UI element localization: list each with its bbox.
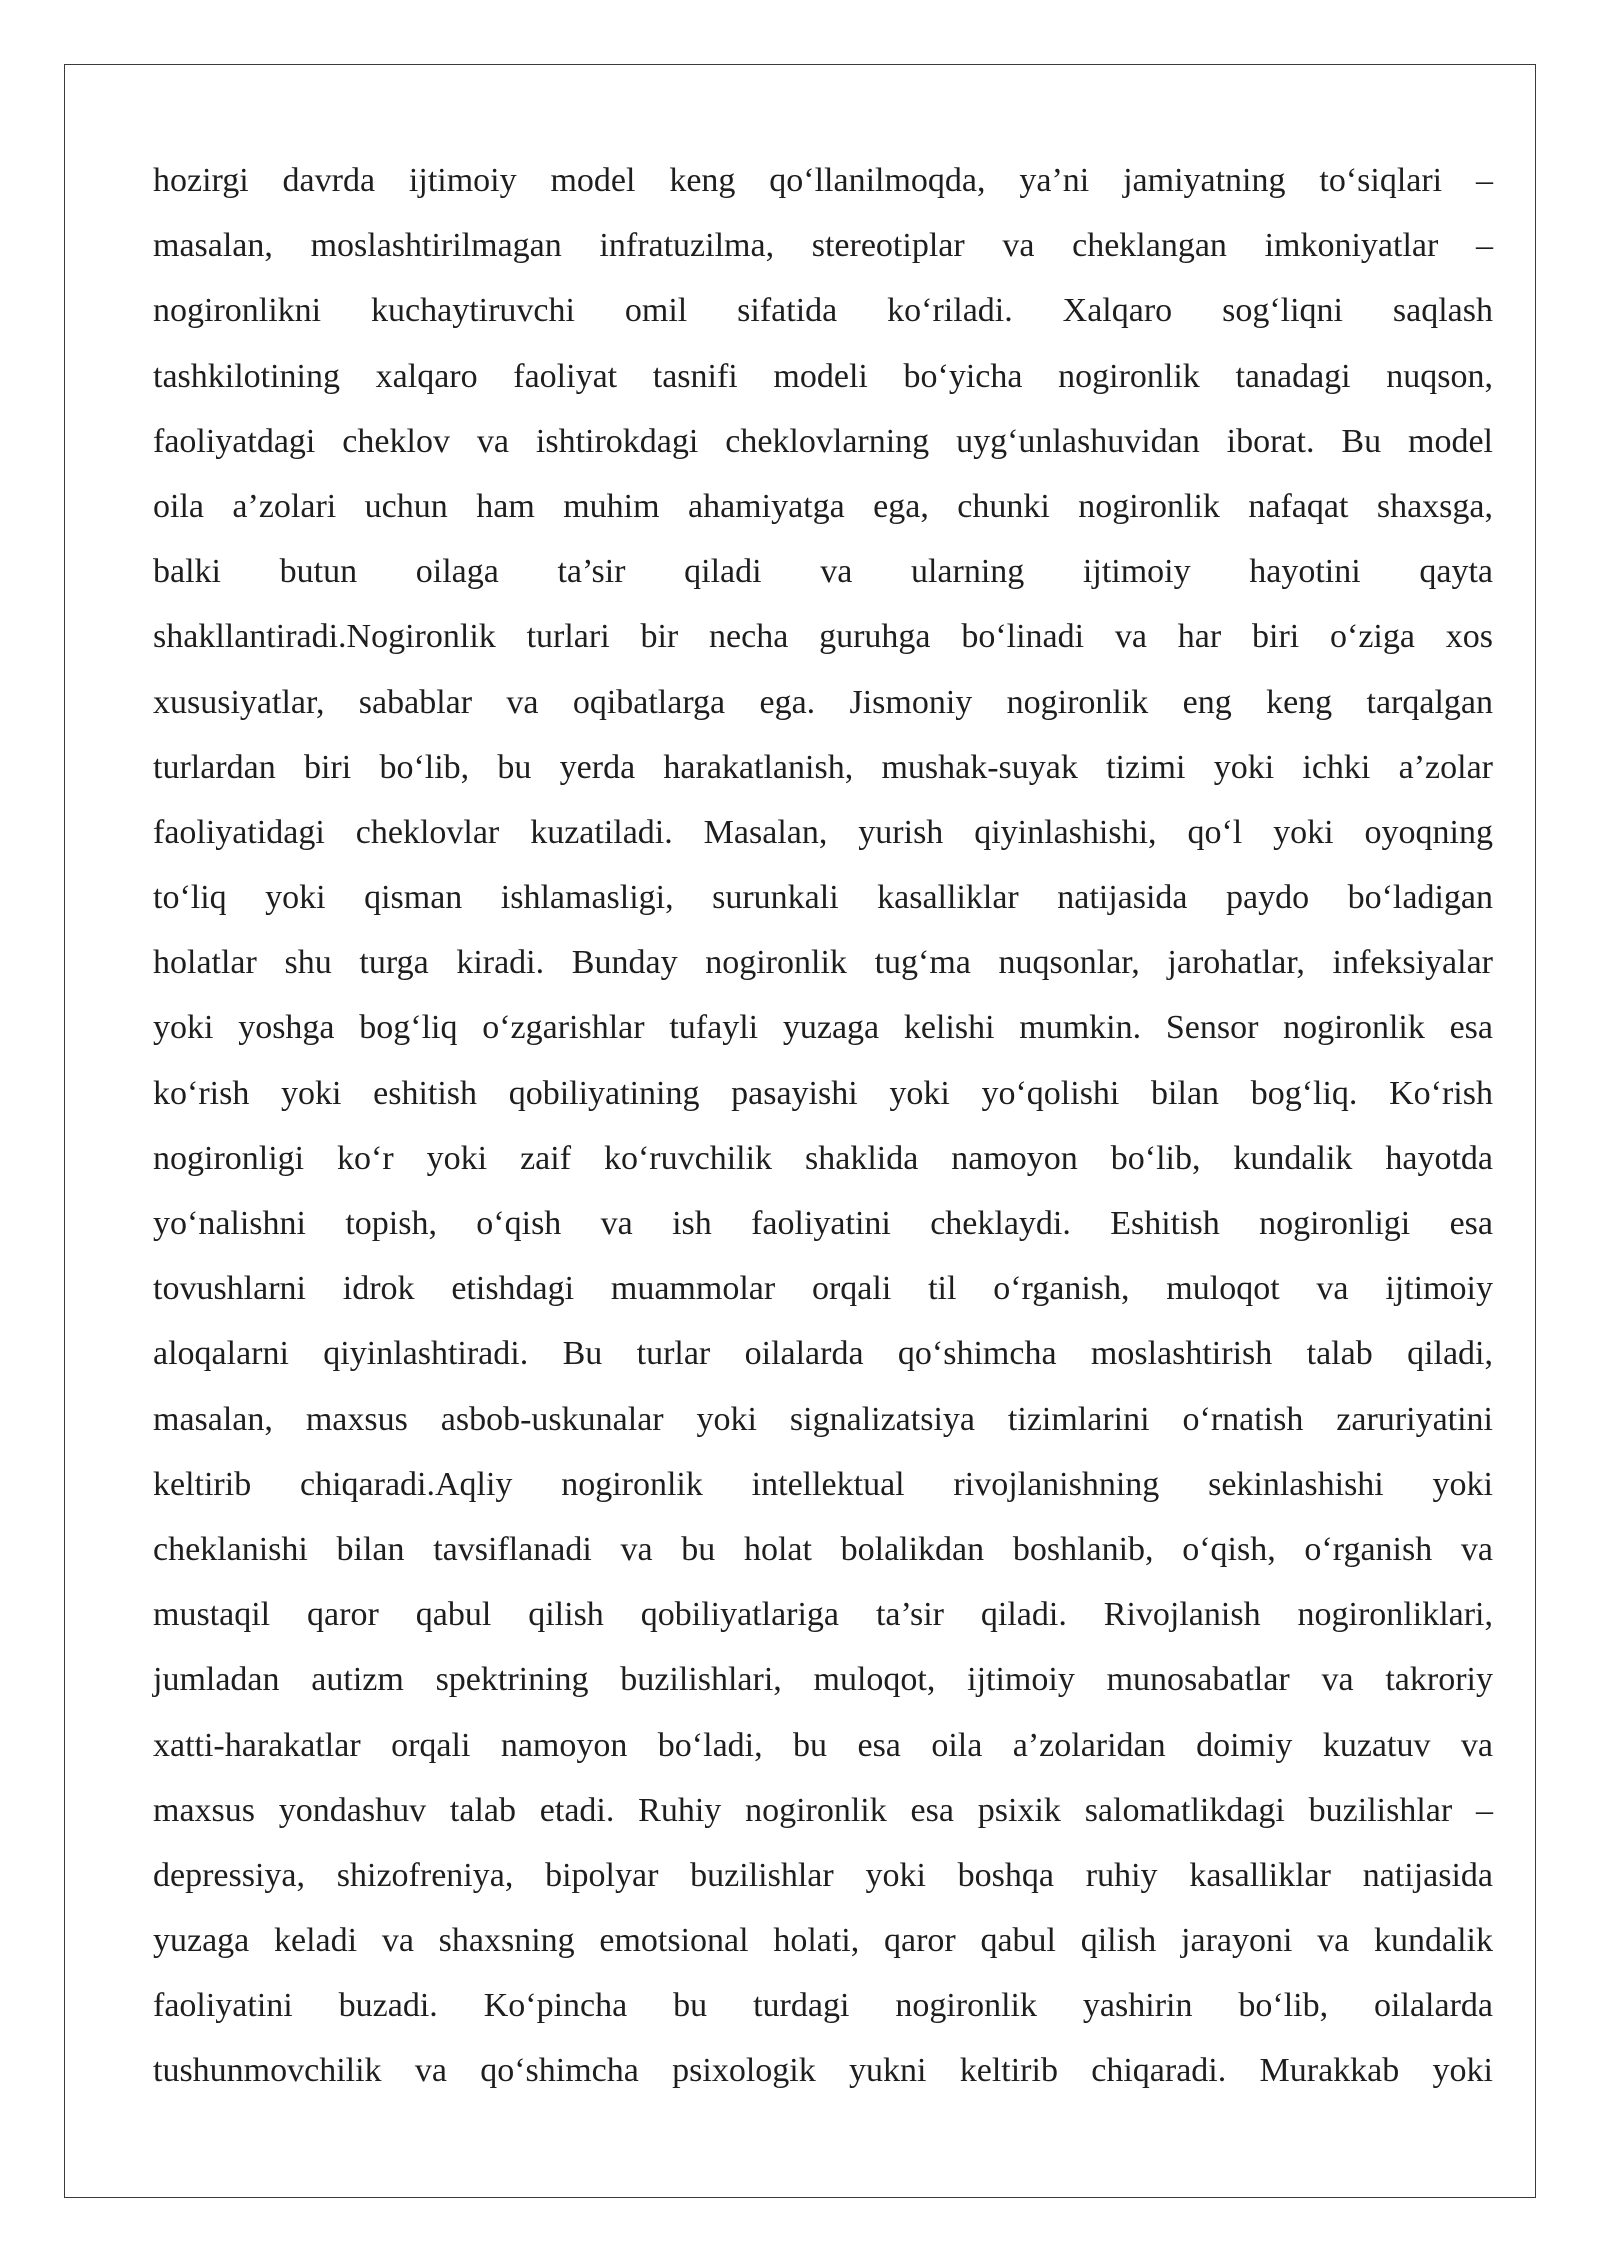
text-line: holatlar shu turga kiradi. Bunday nogironlik tug‘ma nuqsonlar, jarohatlar, infeksiyalar	[153, 944, 1493, 982]
text-line: jumladan autizm spektrining buzilishlari, muloqot, ijtimoiy munosabatlar va takroriy	[153, 1661, 1493, 1699]
text-line: masalan, maxsus asbob-uskunalar yoki signalizatsiya tizimlarini o‘rnatish zaruriyatini	[153, 1400, 1493, 1438]
body-text	[153, 148, 1493, 2104]
text-line: yoki yoshga bog‘liq o‘zgarishlar tufayli yuzaga kelishi mumkin. Sensor nogironlik esa	[153, 1009, 1493, 1047]
text-line: faoliyatdagi cheklov va ishtirokdagi cheklovlarning uyg‘unlashuvidan iborat. Bu model	[153, 422, 1493, 460]
text-line: balki butun oilaga ta’sir qiladi va ularning ijtimoiy hayotini qayta	[153, 553, 1493, 591]
text-line: tovushlarni idrok etishdagi muammolar orqali til o‘rganish, muloqot va ijtimoiy	[153, 1270, 1493, 1308]
text-line: xatti-harakatlar orqali namoyon bo‘ladi, bu esa oila a’zolaridan doimiy kuzatuv va	[153, 1726, 1493, 1764]
text-line: faoliyatidagi cheklovlar kuzatiladi. Masalan, yurish qiyinlashishi, qo‘l yoki oyoqning	[153, 813, 1493, 851]
text-line: ko‘rish yoki eshitish qobiliyatining pasayishi yoki yo‘qolishi bilan bog‘liq. Ko‘rish	[153, 1074, 1493, 1112]
text-line: tashkilotining xalqaro faoliyat tasnifi modeli bo‘yicha nogironlik tanadagi nuqson,	[153, 357, 1493, 395]
text-line: xususiyatlar, sabablar va oqibatlarga ega. Jismoniy nogironlik eng keng tarqalgan	[153, 683, 1493, 721]
text-line: hozirgi davrda ijtimoiy model keng qo‘llanilmoqda, ya’ni jamiyatning to‘siqlari –	[153, 162, 1493, 199]
text-line: keltirib chiqaradi.Aqliy nogironlik intellektual rivojlanishning sekinlashishi yoki	[153, 1465, 1493, 1503]
text-line: nogironligi ko‘r yoki zaif ko‘ruvchilik shaklida namoyon bo‘lib, kundalik hayotda	[153, 1139, 1493, 1177]
text-line: depressiya, shizofreniya, bipolyar buzilishlar yoki boshqa ruhiy kasalliklar natijasida	[153, 1856, 1493, 1894]
text-line: yuzaga keladi va shaxsning emotsional holati, qaror qabul qilish jarayoni va kundalik	[153, 1922, 1493, 1960]
text-line: to‘liq yoki qisman ishlamasligi, surunkali kasalliklar natijasida paydo bo‘ladigan	[153, 879, 1493, 917]
text-line: mustaqil qaror qabul qilish qobiliyatlariga ta’sir qiladi. Rivojlanish nogironliklari,	[153, 1596, 1493, 1634]
text-line: faoliyatini buzadi. Ko‘pincha bu turdagi nogironlik yashirin bo‘lib, oilalarda	[153, 1987, 1493, 2025]
text-line: yo‘nalishni topish, o‘qish va ish faoliyatini cheklaydi. Eshitish nogironligi esa	[153, 1205, 1493, 1242]
text-line: oila a’zolari uchun ham muhim ahamiyatga ega, chunki nogironlik nafaqat shaxsga,	[153, 487, 1493, 525]
text-line: aloqalarni qiyinlashtiradi. Bu turlar oilalarda qo‘shimcha moslashtirish talab qiladi,	[153, 1335, 1493, 1373]
text-line: shakllantiradi.Nogironlik turlari bir necha guruhga bo‘linadi va har biri o‘ziga xos	[153, 618, 1493, 656]
text-line: maxsus yondashuv talab etadi. Ruhiy nogironlik esa psixik salomatlikdagi buzilishlar –	[153, 1791, 1493, 1829]
text-line: masalan, moslashtirilmagan infratuzilma, stereotiplar va cheklangan imkoniyatlar –	[153, 227, 1493, 265]
text-line: turlardan biri bo‘lib, bu yerda harakatlanish, mushak-suyak tizimi yoki ichki a’zolar	[153, 748, 1493, 786]
text-line: nogironlikni kuchaytiruvchi omil sifatida ko‘riladi. Xalqaro sog‘liqni saqlash	[153, 292, 1493, 330]
text-line: tushunmovchilik va qo‘shimcha psixologik yukni keltirib chiqaradi. Murakkab yoki	[153, 2052, 1493, 2090]
text-line: cheklanishi bilan tavsiflanadi va bu holat bolalikdan boshlanib, o‘qish, o‘rganish va	[153, 1530, 1493, 1568]
